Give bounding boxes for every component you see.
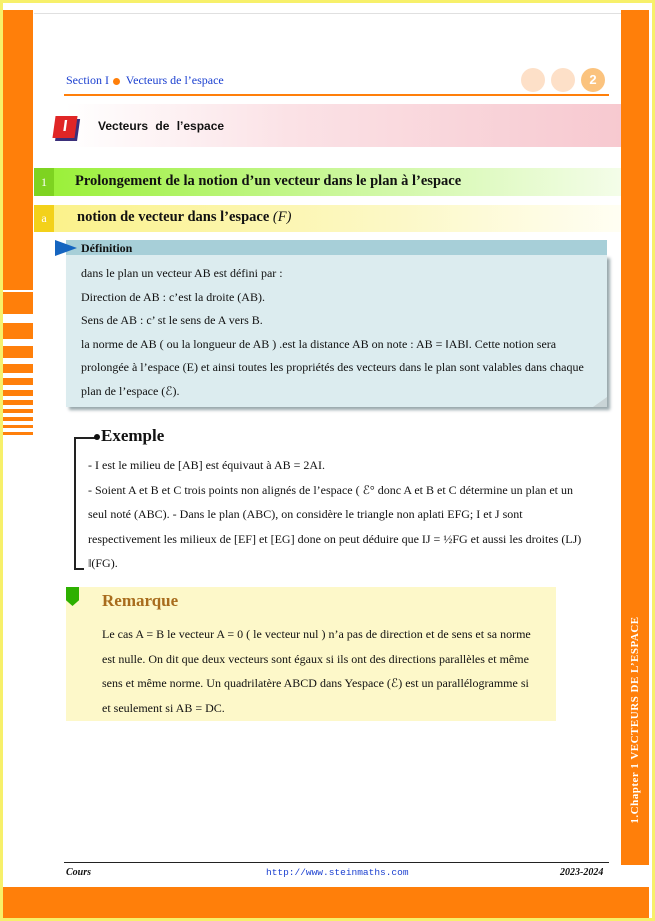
- example-bracket: [74, 437, 76, 569]
- page-dot-icon: [521, 68, 545, 92]
- definition-title: Définition: [81, 241, 133, 255]
- subsubsection-title-math: (F): [272, 209, 292, 225]
- example-line: - Soient A et B et C trois points non alignés de l’espace ( ℰ° donc A et B et C détermine un plan et un seul noté (ABC). - Dans le plan (ABC), on considère le triangle non aplati EFG; I et J sont respectivement les milieux de [EF] et [EG] done on peut déduire que IJ = ½FG et aussi les droites (LJ) ‖(FG).: [88, 482, 582, 570]
- footer-link[interactable]: http://www.steinmaths.com: [266, 867, 409, 878]
- header-subtitle: Vecteurs de l’espace: [125, 73, 224, 87]
- section-badge: I: [52, 116, 77, 138]
- example-bracket: [74, 437, 96, 439]
- remark-title: Remarque: [102, 591, 179, 610]
- arrow-icon: [55, 240, 77, 256]
- subsection-title: Prolongement de la notion d’un vecteur dans le plan à l’espace: [75, 173, 462, 189]
- left-stripe: [3, 10, 33, 290]
- left-stripe: [3, 417, 33, 421]
- chapter-side-label: 1.Chapter 1 VECTEURS DE L’ESPACE: [629, 616, 641, 824]
- subsubsection-letter: a: [34, 205, 54, 232]
- definition-line: Sens de AB : c’ st le sens de A vers B.: [81, 313, 263, 327]
- running-header: [66, 73, 224, 88]
- section-title: Vecteurs de l’espace: [98, 119, 225, 133]
- page-dot-icon: [551, 68, 575, 92]
- subsection-number: 1: [34, 168, 54, 196]
- definition-header: [66, 240, 607, 255]
- left-stripe: [3, 364, 33, 373]
- left-stripe: [3, 400, 33, 405]
- bottom-band: [3, 887, 649, 918]
- example-title: Exemple: [101, 426, 165, 445]
- subsubsection-title-text: notion de vecteur dans l’espace: [77, 209, 270, 225]
- page-number: 2: [581, 68, 605, 92]
- folded-corner: [593, 397, 607, 407]
- left-stripe: [3, 432, 33, 435]
- bullet-icon: [94, 434, 100, 440]
- left-stripe: [3, 425, 33, 428]
- left-stripe: [3, 323, 33, 339]
- left-stripe: [3, 409, 33, 413]
- footer-year: 2023-2024: [560, 867, 604, 878]
- definition-line: dans le plan un vecteur AB est défini par :: [81, 266, 283, 280]
- header-section: Section I: [66, 73, 109, 87]
- left-stripe: [3, 378, 33, 385]
- footer-rule: [64, 862, 609, 863]
- left-stripe: [3, 292, 33, 314]
- example-bracket: [74, 568, 84, 570]
- top-margin-bar: [34, 3, 621, 14]
- remark-body: Le cas A = B le vecteur A = 0 ( le vecteur nul ) n’a pas de direction et de sens et sa norme est nulle. On dit que deux vecteurs sont égaux si ils ont des directions parallèles et même sens et même norme. Un quadrilatère ABCD dans Yespace (ℰ) est un parallélogramme si et seulement si AB = DC.: [102, 627, 531, 715]
- bullet-icon: [113, 78, 120, 85]
- definition-line: la norme de AB ( ou la longueur de AB ) .est la distance AB on note : AB = ‖AB‖. Cette notion sera prolongée à l’espace (E) et ainsi toutes les propriétés des vecteurs dans le plan sont valables dans chaque plan de l’espace (ℰ).: [81, 336, 584, 398]
- example-line: - I est le milieu de [AB] est équivaut à AB = 2AI.: [88, 458, 326, 472]
- definition-line: Direction de AB : c’est la droite (AB).: [81, 289, 265, 304]
- subsubsection-title: [77, 209, 291, 226]
- header-rule: [64, 94, 609, 96]
- left-stripe: [3, 390, 33, 396]
- left-stripe: [3, 346, 33, 358]
- example-body: [88, 453, 592, 576]
- definition-body: [81, 262, 597, 403]
- footer-label: Cours: [66, 867, 92, 878]
